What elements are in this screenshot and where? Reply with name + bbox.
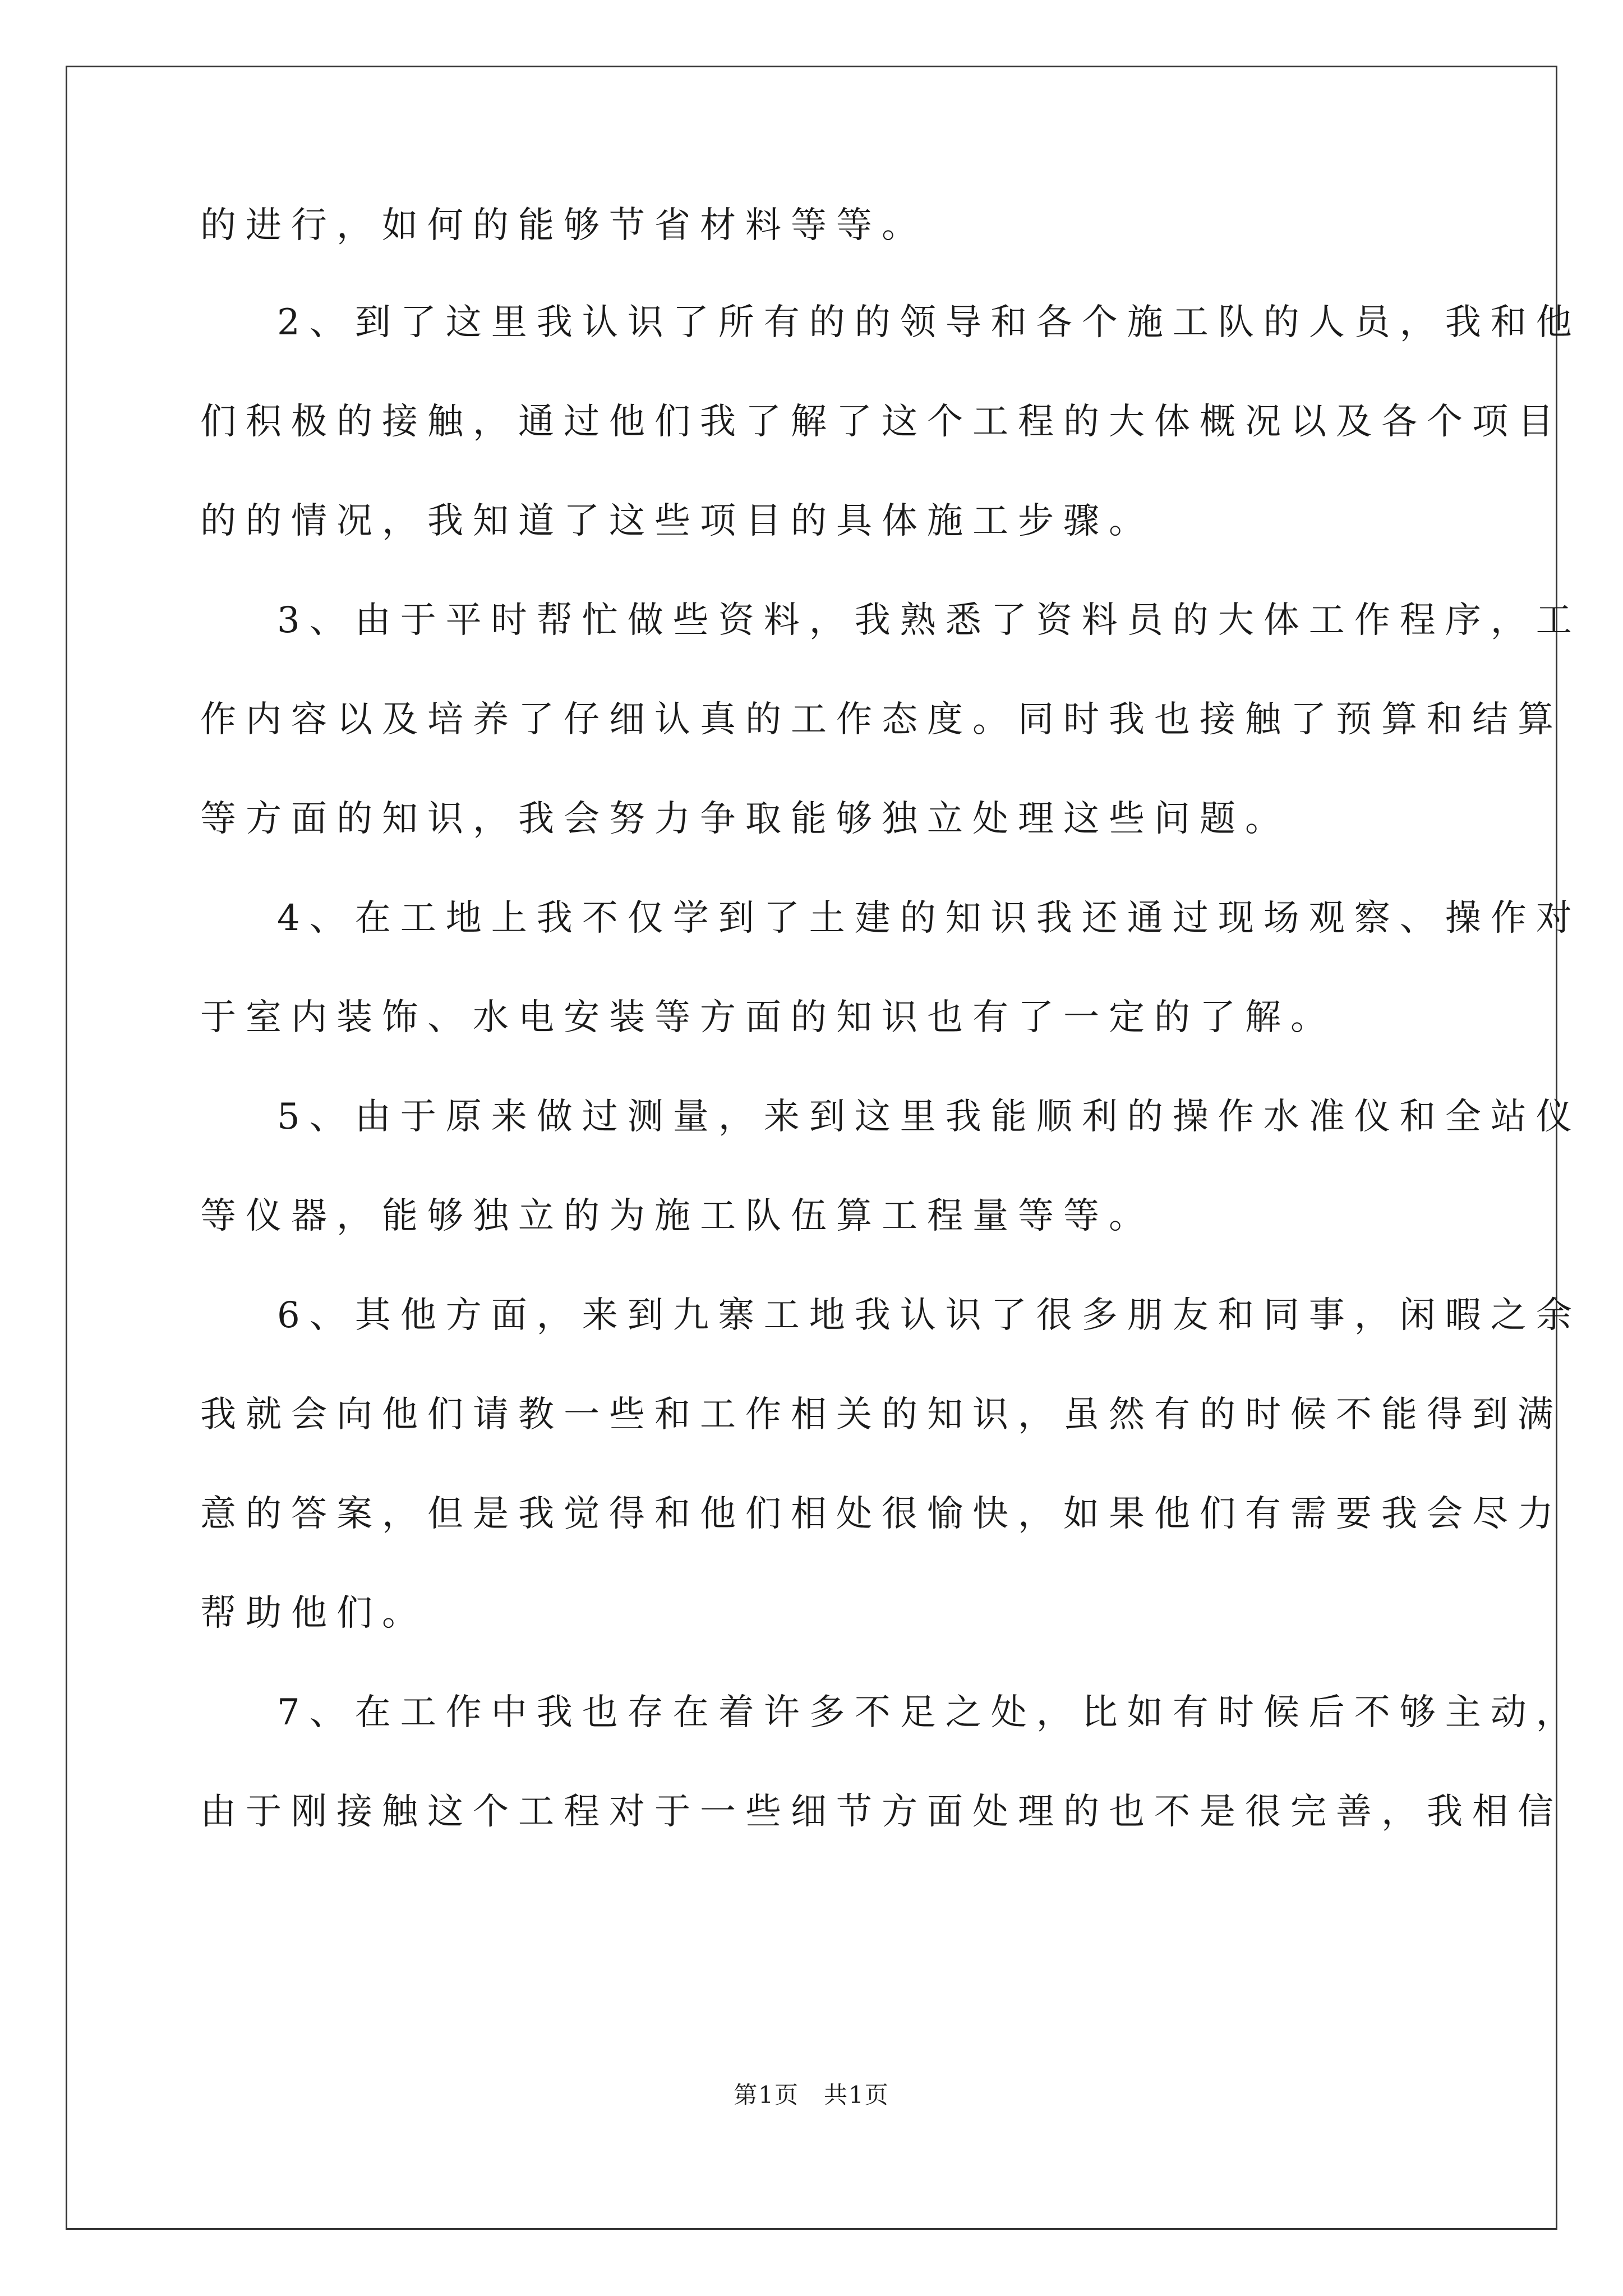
paragraph-6-line: 6、其他方面，来到九寨工地我认识了很多朋友和同事，闲暇之余 [277, 1295, 1581, 1336]
text-line: 由于刚接触这个工程对于一些细节方面处理的也不是很完善，我相信 [200, 1791, 1563, 1833]
paragraph-5-line: 5、由于原来做过测量，来到这里我能顺利的操作水准仪和全站仪 [277, 1096, 1581, 1138]
paragraph-7-line: 7、在工作中我也存在着许多不足之处，比如有时候后不够主动， [277, 1692, 1581, 1733]
paragraph-2-line: 2、到了这里我认识了所有的的领导和各个施工队的人员，我和他 [277, 302, 1581, 343]
page-number-footer: 第1页 共1页 [734, 2081, 889, 2109]
text-line: 作内容以及培养了仔细认真的工作态度。同时我也接触了预算和结算 [200, 699, 1563, 740]
paragraph-4-line: 4、在工地上我不仅学到了土建的知识我还通过现场观察、操作对 [277, 898, 1581, 939]
text-line: 等方面的知识，我会努力争取能够独立处理这些问题。 [200, 798, 1290, 840]
text-line: 于室内装饰、水电安装等方面的知识也有了一定的了解。 [200, 997, 1336, 1038]
text-line: 的进行，如何的能够节省材料等等。 [200, 205, 927, 246]
paragraph-3-line: 3、由于平时帮忙做些资料，我熟悉了资料员的大体工作程序，工 [277, 600, 1581, 641]
text-line: 意的答案，但是我觉得和他们相处很愉快，如果他们有需要我会尽力 [200, 1493, 1563, 1535]
text-line: 帮助他们。 [200, 1593, 427, 1634]
text-line: 们积极的接触，通过他们我了解了这个工程的大体概况以及各个项目 [200, 401, 1563, 443]
text-line: 等仪器，能够独立的为施工队伍算工程量等等。 [200, 1195, 1154, 1237]
text-line: 的的情况，我知道了这些项目的具体施工步骤。 [200, 500, 1154, 542]
text-line: 我就会向他们请教一些和工作相关的知识，虽然有的时候不能得到满 [200, 1394, 1563, 1435]
page-border [66, 66, 1557, 2230]
